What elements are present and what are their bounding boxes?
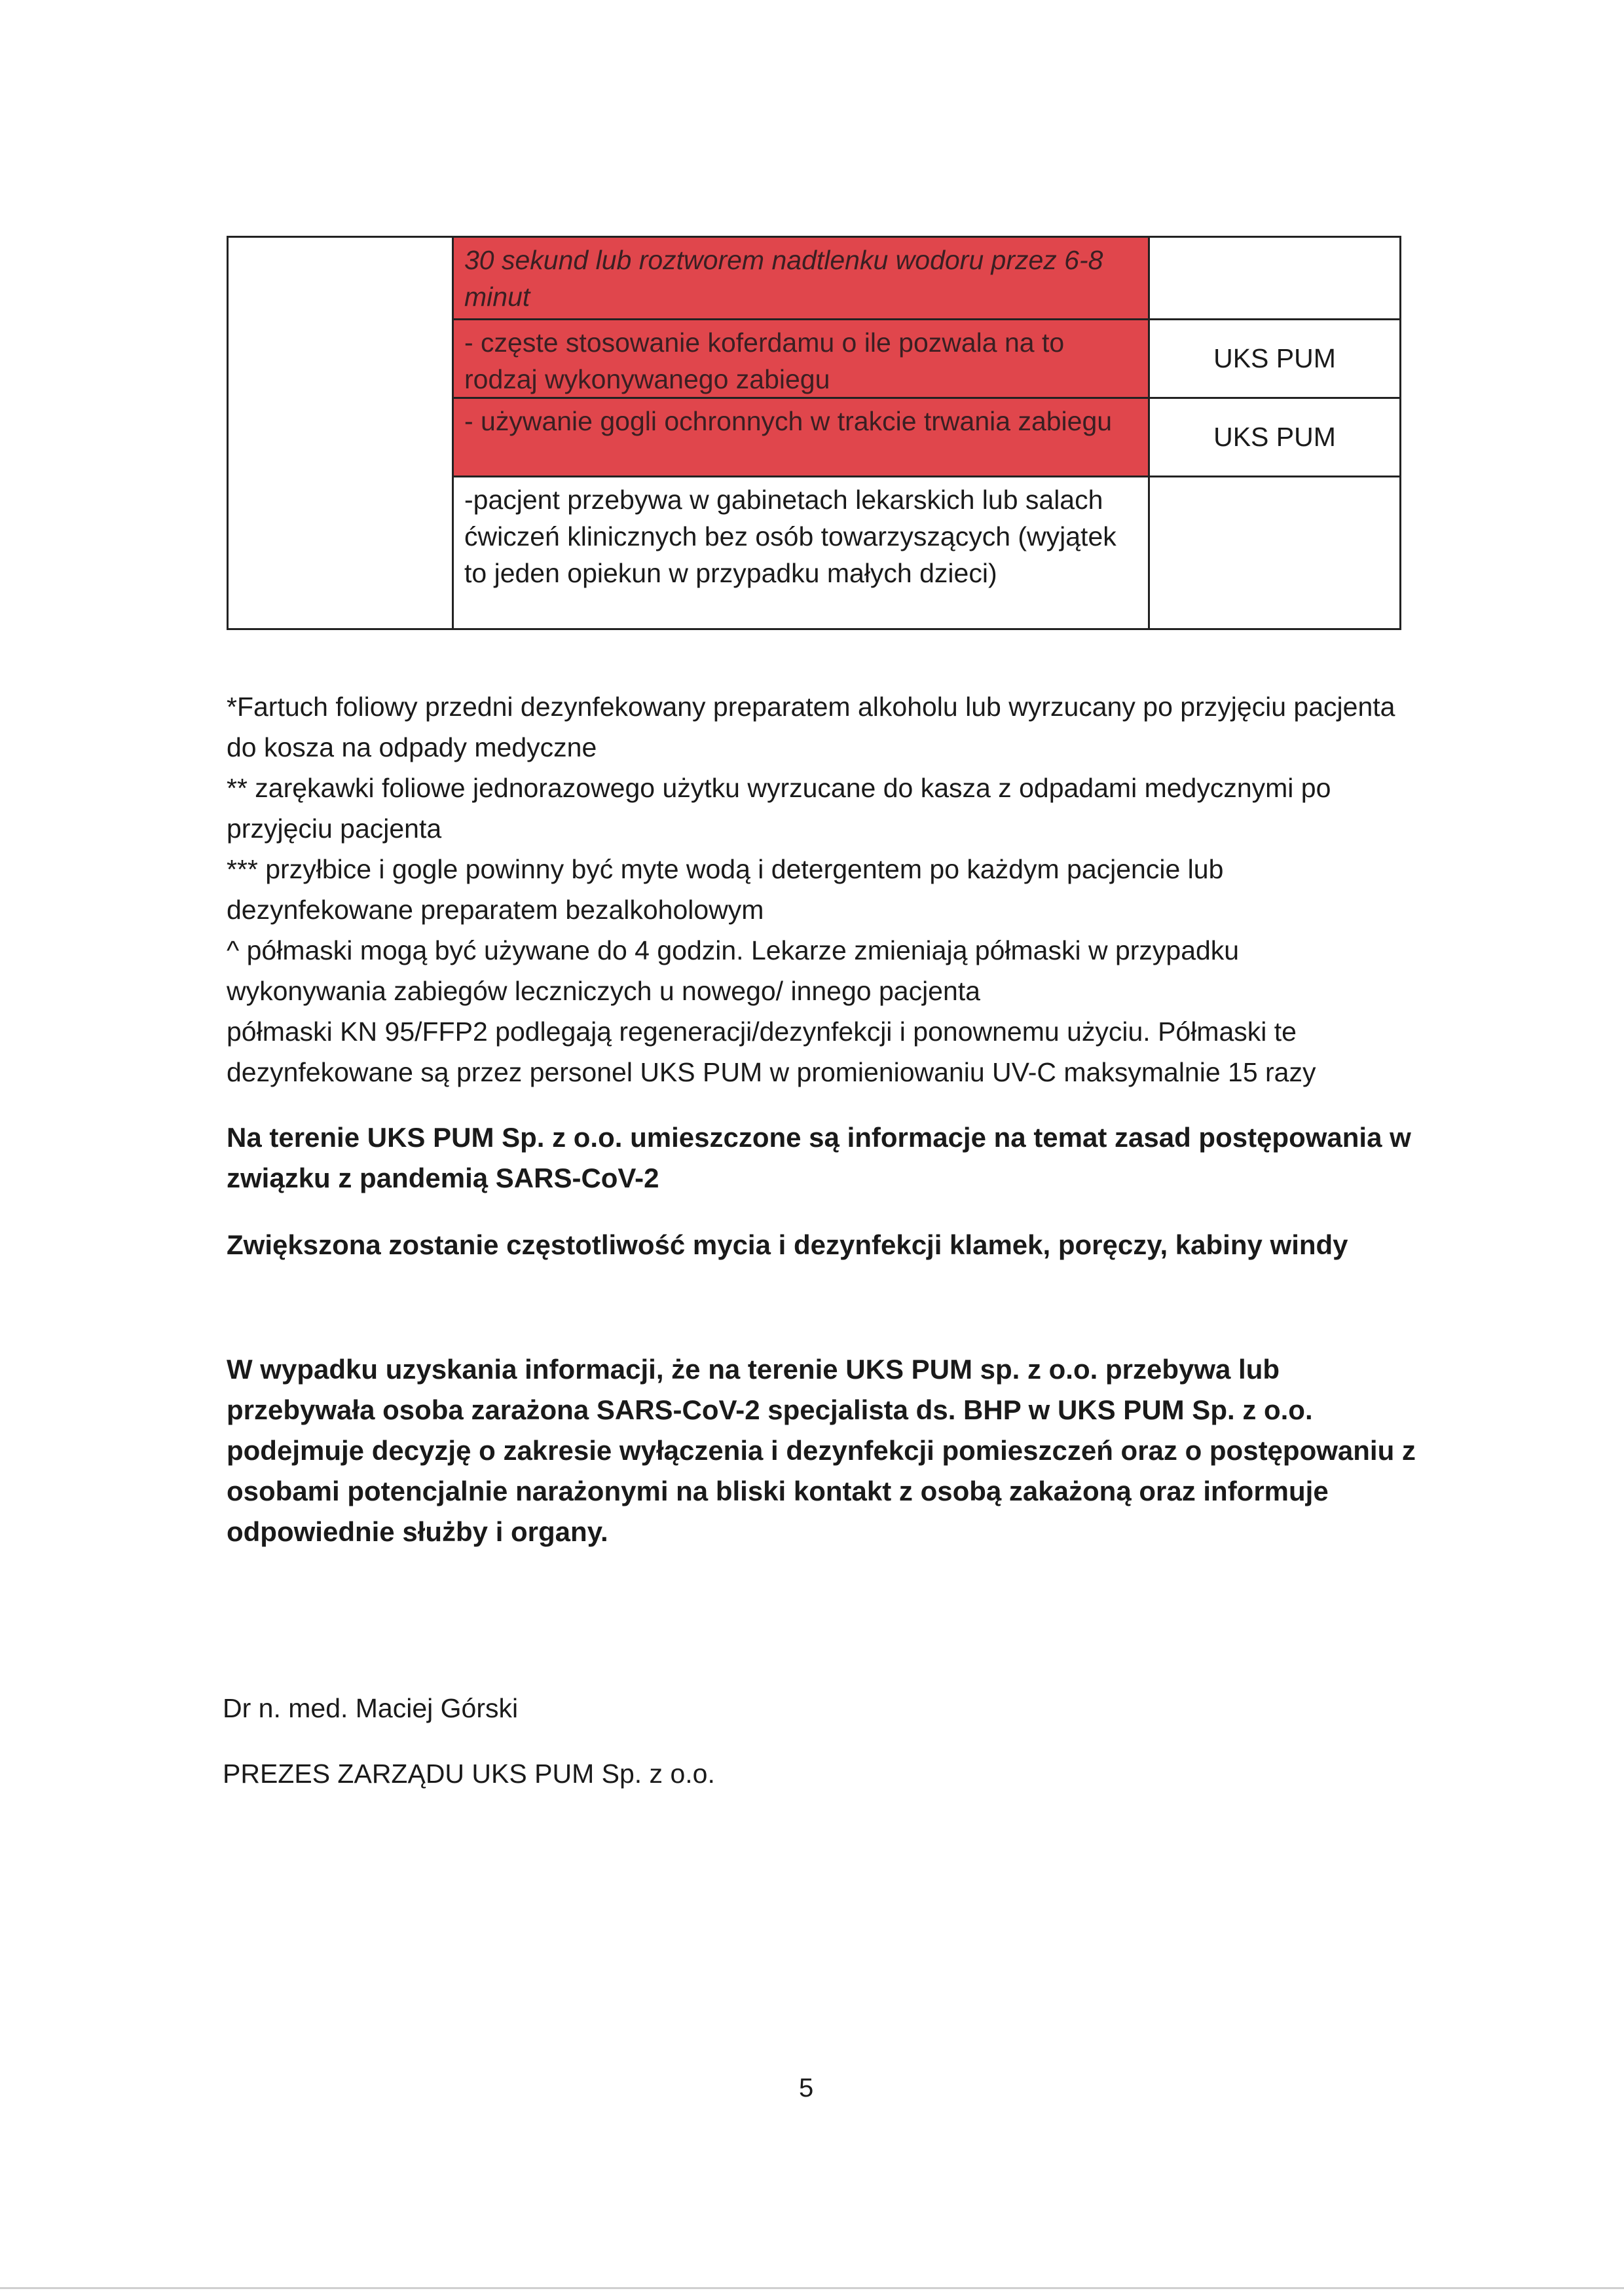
row-4-text: -pacjent przebywa w gabinetach lekarskich lub salach ćwiczeń klinicznych bez osób towarzyszących (wyjątek to jeden opiekun w przypadku małych dzieci)	[464, 485, 1116, 588]
table-left-column	[229, 238, 454, 628]
table-row-4-responsible	[1150, 477, 1399, 628]
info-paragraph-infection-procedure: W wypadku uzyskania informacji, że na terenie UKS PUM sp. z o.o. przebywa lub przebywała osoba zarażona SARS-CoV-2 specjalista ds. BHP w UKS PUM Sp. z o.o. podejmuje decyzję o zakresie wyłączenia i dezynfekcji pomieszczeń oraz o postępowaniu z osobami potencjalnie narażonymi na bliski kontakt z osobą zakażoną oraz informuje odpowiednie służby i organy.	[227, 1354, 1416, 1547]
row-1-italic-text: 30 sekund lub roztworem nadtlenku wodoru przez 6-8 minut	[464, 245, 1103, 312]
bottom-divider	[0, 2287, 1624, 2289]
table-row-1-text	[454, 238, 1148, 320]
table-middle-column	[454, 238, 1148, 628]
table-row-1-responsible	[1150, 238, 1399, 320]
row-2-text: - częste stosowanie koferdamu o ile pozwala na to rodzaj wykonywanego zabiegu	[464, 327, 1065, 394]
info-paragraph-disinfection: Zwiększona zostanie częstotliwość mycia i dezynfekcji klamek, poręczy, kabiny windy	[227, 1229, 1348, 1260]
signature-name: Dr n. med. Maciej Górski	[223, 1693, 519, 1723]
footnotes	[227, 686, 1405, 1092]
procedures-table	[227, 236, 1401, 630]
table-row-3-responsible: UKS PUM	[1150, 399, 1399, 477]
footnote-half-masks: ^ półmaski mogą być używane do 4 godzin. Lekarze zmieniają półmaski w przypadku wykonywania zabiegów leczniczych u nowego/ innego pacjenta	[227, 935, 1240, 1006]
footnote-mask-regeneration: półmaski KN 95/FFP2 podlegają regeneracji/dezynfekcji i ponownemu użyciu. Półmaski te dezynfekowane są przez personel UKS PUM w promieniowaniu UV-C maksymalnie 15 razy	[227, 1017, 1316, 1087]
table-row-4-text	[454, 477, 1148, 628]
footnote-visors: *** przyłbice i gogle powinny być myte wodą i detergentem po każdym pacjencie lub dezynfekowane preparatem bezalkoholowym	[227, 854, 1224, 925]
table-row-2-text	[454, 320, 1148, 399]
info-paragraph-pandemic: Na terenie UKS PUM Sp. z o.o. umieszczone są informacje na temat zasad postępowania w związku z pandemią SARS-CoV-2	[227, 1122, 1411, 1193]
row-3-text: - używanie gogli ochronnych w trakcie trwania zabiegu	[464, 406, 1113, 436]
footnote-apron: *Fartuch foliowy przedni dezynfekowany preparatem alkoholu lub wyrzucany po przyjęciu pacjenta do kosza na odpady medyczne	[227, 692, 1395, 762]
signature-position: PREZES ZARZĄDU UKS PUM Sp. z o.o.	[223, 1759, 715, 1789]
table-right-column	[1148, 238, 1399, 628]
page-number: 5	[799, 2074, 814, 2102]
table-row-3-text	[454, 399, 1148, 477]
table-row-2-responsible: UKS PUM	[1150, 320, 1399, 399]
footnote-sleeves: ** zarękawki foliowe jednorazowego użytku wyrzucane do kasza z odpadami medycznymi po przyjęciu pacjenta	[227, 773, 1331, 844]
